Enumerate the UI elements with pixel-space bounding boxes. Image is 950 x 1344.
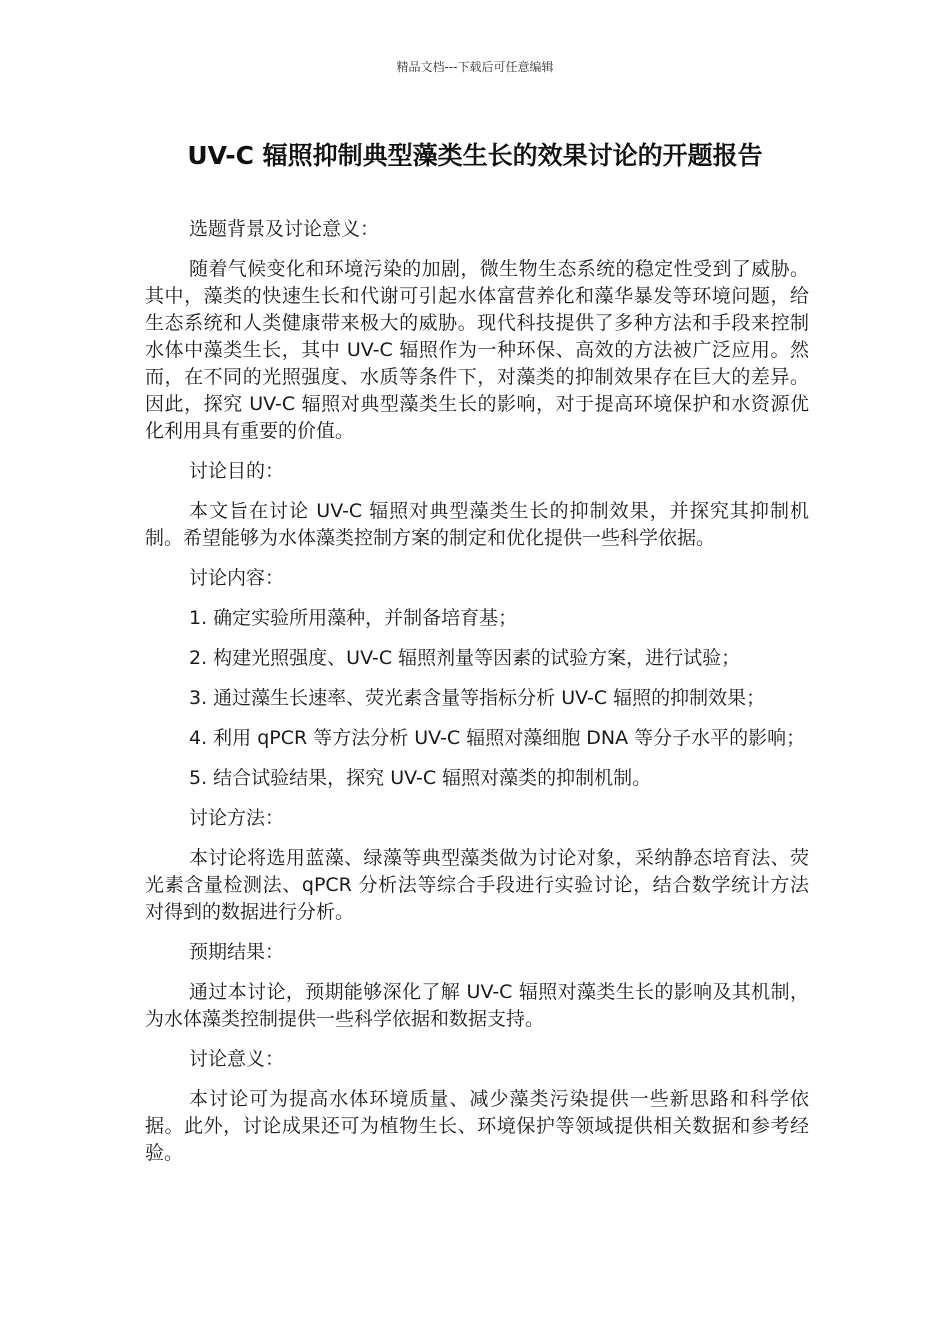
paragraph-significance: 本讨论可为提高水体环境质量、减少藻类污染提供一些新思路和科学依据。此外，讨论成果还可为植物生长、环境保护等领域提供相关数据和参考经验。 xyxy=(145,1088,809,1164)
section-heading-expected-results: 预期结果： xyxy=(189,941,285,963)
paragraph-expected-results: 通过本讨论，预期能够深化了解 UV-C 辐照对藻类生长的影响及其机制，为水体藻类控制提供一些科学依据和数据支持。 xyxy=(145,981,809,1030)
paragraph-background: 随着气候变化和环境污染的加剧，微生物生态系统的稳定性受到了威胁。其中，藻类的快速生长和代谢可引起水体富营养化和藻华暴发等环境问题，给生态系统和人类健康带来极大的威胁。现代科技提供了多种方法和手段来控制水体中藻类生长，其中 UV-C 辐照作为一种环保、高效的方法被广泛应用。然而，在不同的光照强度、水质等条件下，对藻类的抑制效果存在巨大的差异。因此，探究 UV-C 辐照对典型藻类生长的影响，对于提高环境保护和水资源优化利用具有重要的价值。 xyxy=(145,258,809,442)
section-heading-significance: 讨论意义： xyxy=(189,1048,285,1070)
section-heading-purpose: 讨论目的： xyxy=(189,460,285,482)
content-list-item-3: 3. 通过藻生长速率、荧光素含量等指标分析 UV-C 辐照的抑制效果； xyxy=(189,687,766,709)
section-heading-methods: 讨论方法： xyxy=(189,807,285,829)
content-list-item-2: 2. 构建光照强度、UV-C 辐照剂量等因素的试验方案，进行试验； xyxy=(189,647,741,669)
paragraph-methods: 本讨论将选用蓝藻、绿藻等典型藻类做为讨论对象，采纳静态培育法、荧光素含量检测法、qPCR 分析法等综合手段进行实验讨论，结合数学统计方法对得到的数据进行分析。 xyxy=(145,847,809,923)
document-title: UV-C 辐照抑制典型藻类生长的效果讨论的开题报告 xyxy=(187,141,763,170)
section-heading-content: 讨论内容： xyxy=(189,567,285,589)
content-list-item-4: 4. 利用 qPCR 等方法分析 UV-C 辐照对藻细胞 DNA 等分子水平的影响； xyxy=(189,727,806,749)
document-body xyxy=(145,216,809,1180)
content-list-item-1: 1. 确定实验所用藻种，并制备培育基； xyxy=(189,607,518,629)
section-heading-background: 选题背景及讨论意义： xyxy=(189,218,380,240)
header-note: 精品文档---下载后可任意编辑 xyxy=(396,60,554,74)
content-list-item-5: 5. 结合试验结果，探究 UV-C 辐照对藻类的抑制机制。 xyxy=(189,767,652,789)
paragraph-purpose: 本文旨在讨论 UV-C 辐照对典型藻类生长的抑制效果，并探究其抑制机制。希望能够为水体藻类控制方案的制定和优化提供一些科学依据。 xyxy=(145,500,809,549)
